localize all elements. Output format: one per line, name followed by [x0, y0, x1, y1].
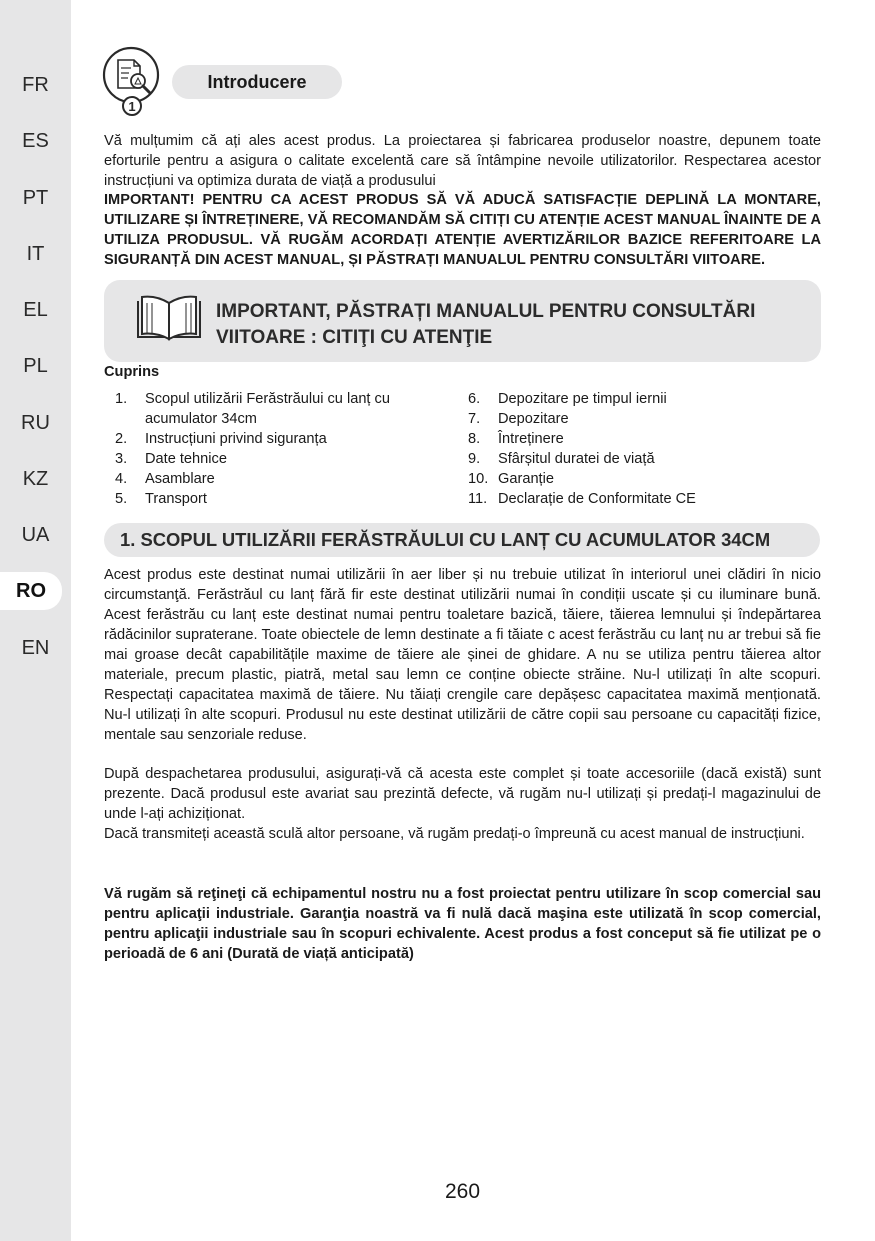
toc-item-number: 5. [115, 491, 128, 507]
open-book-icon [134, 293, 204, 345]
section-1-heading: 1. SCOPUL UTILIZĂRII FERĂSTRĂULUI CU LANȚ CU ACUMULATOR 34CM [120, 529, 771, 550]
lang-el[interactable]: EL [23, 299, 48, 321]
lang-pt[interactable]: PT [22, 187, 49, 209]
toc-item-label: Depozitare [498, 411, 569, 427]
toc-item-label: Asamblare [145, 471, 215, 487]
toc-item-number: 2. [115, 431, 128, 447]
lang-it[interactable]: IT [26, 243, 45, 265]
toc-item [468, 449, 818, 469]
toc-item-label: Declarație de Conformitate CE [498, 491, 696, 507]
section-1-paragraph-4: Vă rugăm să reţineţi că echipamentul nostru nu a fost proiectat pentru utilizare în scop comercial sau pentru aplicaţii industriale. Garanţia noastră va fi nulă dacă maşina este utilizată în scop comercial, pentru aplicaţii industriale sau în scopuri echivalente. Acest produs a fost conceput să fie utilizat pe o perioadă de 6 ani (Durată de viață anticipată) [104, 886, 821, 962]
toc-item-label: Întreținere [498, 431, 564, 447]
lang-ro-active[interactable]: RO [0, 572, 62, 610]
step-badge-number: 1 [128, 99, 136, 114]
lang-en[interactable]: EN [21, 637, 50, 659]
intro-paragraph: Vă mulțumim că ați ales acest produs. La proiectarea și fabricarea produselor noastre, depunem toate eforturile pentru a asigura o calitate excelentă care să întâmpine nevoile utilizatorilor. Respectarea acestor instrucțiuni va optimiza durata de viață a produsului [104, 133, 821, 189]
toc-item [468, 389, 818, 409]
important-line-2: VIITOARE : CITIŢI CU ATENŢIE [216, 327, 493, 348]
lang-ua[interactable]: UA [21, 524, 50, 546]
toc-item-label: Garanție [498, 471, 554, 487]
lang-kz[interactable]: KZ [22, 468, 49, 490]
important-notice-text [216, 299, 806, 351]
toc-item [468, 489, 818, 509]
toc-item [115, 429, 425, 449]
toc-right-column [468, 389, 818, 509]
toc-item [115, 389, 425, 429]
toc-item-label: Transport [145, 491, 207, 507]
section-heading-box [104, 523, 820, 557]
toc-item-number: 10. [468, 471, 489, 487]
page-number: 260 [444, 1180, 481, 1203]
section-1-paragraph-1: Acest produs este destinat numai utilizării în aer liber și nu trebuie utilizat în interiorul unei clădiri în nicio circumstanţă. Ferăstrăul cu lanț fără fir este destinat utilizării numai în condiții uscate și cu iluminare bună. Acest ferăstrău cu lanț este destinat numai pentru toaletare bazică, tăiere, tăierea lemnului și îndepărtarea rădăcinilor supraterane. Toate obiectele de lemn destinate a fi tăiate c acest ferăstrău cu lanț nu ar trebui să fie mai groase decât capabilitățile maxime de tăiere ale șinei de ghidare. A nu se utiliza pentru tăierea altor materiale, precum plastic, piatră, metal sau lemn ce conține obiecte străine. Nu-l utilizați în alte scopuri. Respectați capacitatea maximă de tăiere. Nu tăiați crengile care depășesc capacitatea maximă menționată. Nu-l utilizați în alte scopuri. Produsul nu este destinat utilizării de către copii sau persoane cu capacități fizice, mentale sau senzoriale reduse. [104, 567, 821, 743]
section-1-paragraph-2: După despachetarea produsului, asigurați-vă că acesta este complet și toate accesoriile (dacă există) sunt prezente. Dacă produsul este avariat sau prezintă defecte, vă rugăm nu-l utilizați și predați-l magazinului de unde l-ați achiziționat. [104, 766, 821, 822]
toc-title: Cuprins [104, 364, 160, 380]
language-sidebar [0, 0, 71, 1241]
toc-item-number: 11. [468, 491, 488, 507]
toc-item [468, 429, 818, 449]
intro-title: Introducere [207, 72, 307, 92]
important-notice-box [104, 280, 821, 362]
toc-item-number: 7. [468, 411, 481, 427]
lang-ru[interactable]: RU [21, 412, 50, 434]
toc-item-label: Instrucțiuni privind siguranța [145, 431, 327, 447]
toc-item [468, 409, 818, 429]
toc-item [115, 449, 425, 469]
toc-item-number: 1. [115, 391, 128, 407]
toc-item-number: 6. [468, 391, 481, 407]
section-title-pill [172, 65, 342, 99]
manual-search-icon [101, 46, 163, 116]
toc-item-number: 9. [468, 451, 481, 467]
toc-item-number: 3. [115, 451, 128, 467]
section-1-paragraph-3: Dacă transmiteți această sculă altor persoane, vă rugăm predați-o împreună cu acest manual de instrucțiuni. [104, 826, 805, 842]
toc-item-label: Date tehnice [145, 451, 227, 467]
toc-item-number: 4. [115, 471, 128, 487]
important-line-1: IMPORTANT, PĂSTRAȚI MANUALUL PENTRU CONSULTĂRI [216, 301, 756, 322]
lang-es[interactable]: ES [22, 130, 49, 152]
toc-item-label: Depozitare pe timpul iernii [498, 391, 667, 407]
toc-item-label: Sfârșitul duratei de viață [498, 451, 655, 467]
toc-item-label: Scopul utilizării Ferăstrăului cu lanț cu acumulator 34cm [145, 391, 390, 427]
lang-pl[interactable]: PL [23, 355, 48, 377]
intro-warning: IMPORTANT! PENTRU CA ACEST PRODUS SĂ VĂ ADUCĂ SATISFACȚIE DEPLINĂ LA MONTARE, UTILIZARE ȘI ÎNTREȚINERE, VĂ RECOMANDĂM SĂ CITIȚI CU ATENȚIE ACEST MANUAL ÎNAINTE DE A UTILIZA PRODUSUL. VĂ RUGĂM ACORDAȚI ATENȚIE AVERTIZĂRILOR BAZICE REFERITOARE LA SIGURANȚĂ DIN ACEST MANUAL, ȘI PĂSTRAȚI MANUALUL PENTRU CONSULTĂRI VIITOARE. [104, 192, 821, 268]
toc-item [115, 489, 425, 509]
toc-left-column [115, 389, 425, 509]
toc-item [468, 469, 818, 489]
lang-fr[interactable]: FR [22, 74, 49, 96]
toc-item [115, 469, 425, 489]
toc-item-number: 8. [468, 431, 481, 447]
